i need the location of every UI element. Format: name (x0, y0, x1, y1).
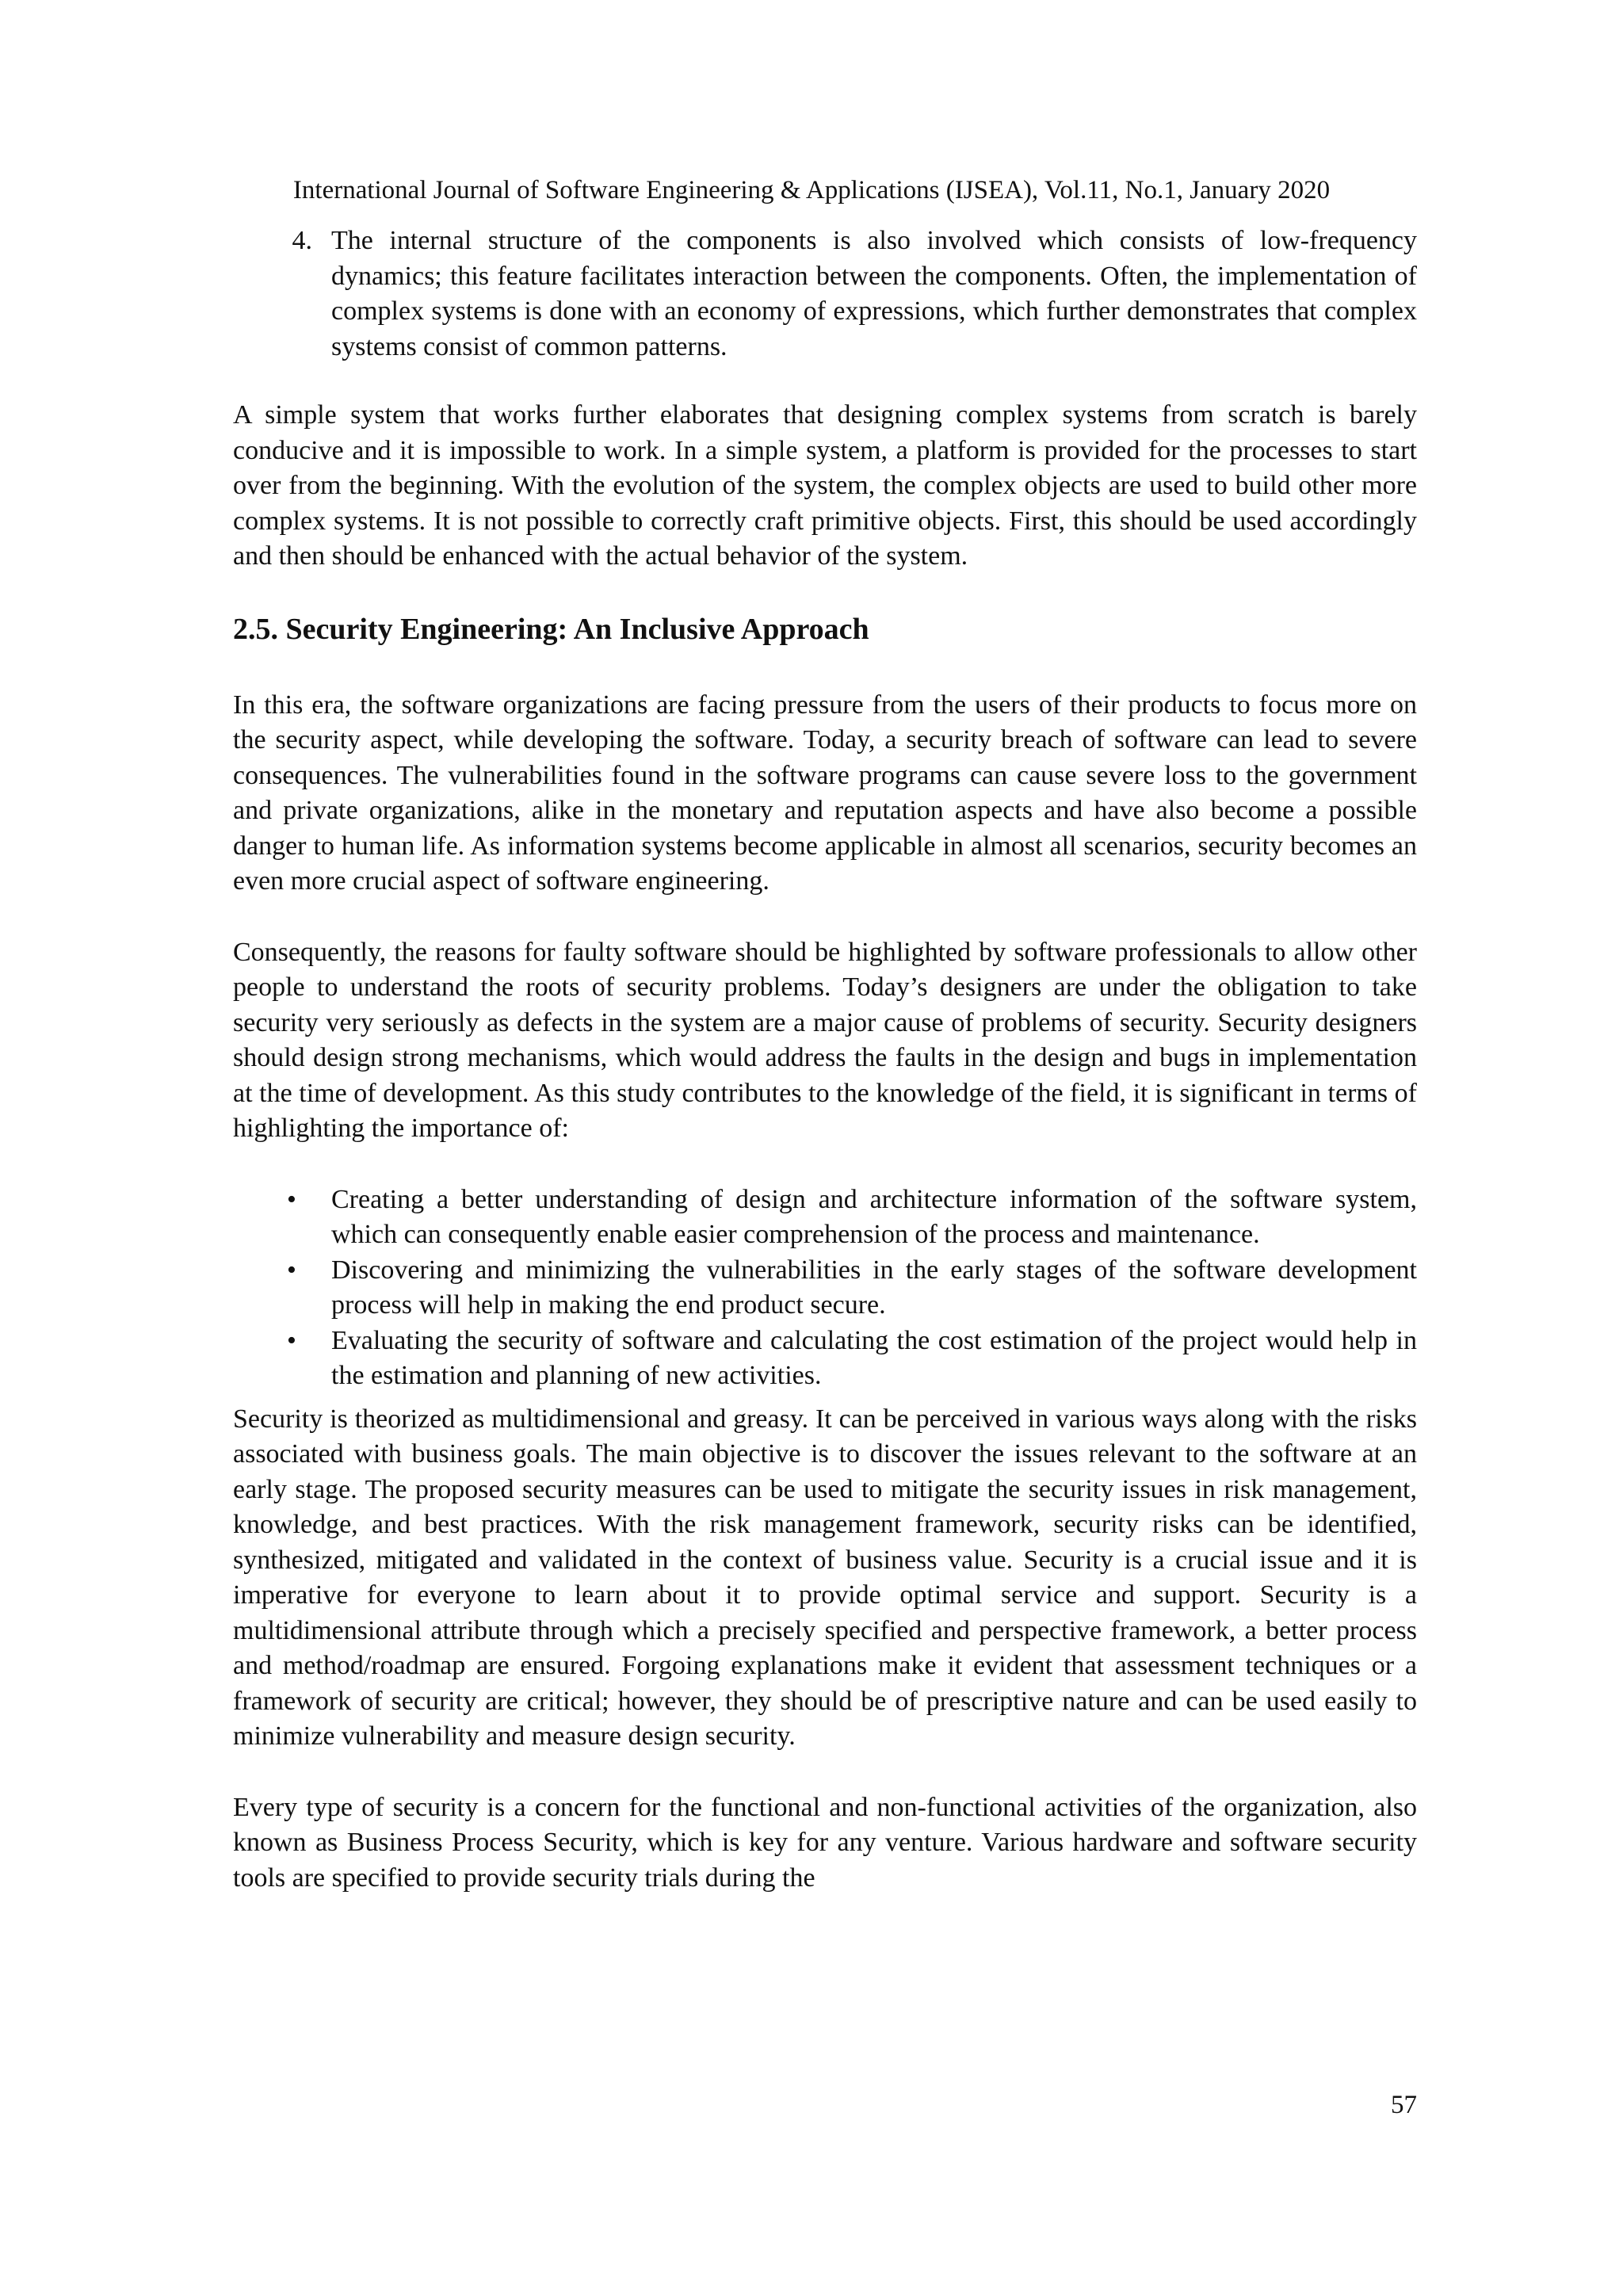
paragraph-every-type: Every type of security is a concern for the functional and non-functional activities of the organization, also known as Business Process Security, which is key for any venture. Various hardware and software security tools are specified to provide security trials during the (233, 1792, 1417, 1893)
bullet-marker: • (287, 1184, 296, 1214)
paragraph-this-era: In this era, the software organizations are facing pressure from the users of their products to focus more on the security aspect, while developing the software. Today, a security breach of software can lead to severe consequences. The vulnerabilities found in the software programs can cause severe loss to the government and private organizations, alike in the monetary and reputation aspects and have also become a possible danger to human life. As information systems become applicable in almost all scenarios, security becomes an even more crucial aspect of software engineering. (233, 690, 1417, 896)
paragraph-consequently: Consequently, the reasons for faulty software should be highlighted by software professionals to allow other people to understand the roots of security problems. Today’s designers are under the obligation to take security very seriously as defects in the system are a major cause of problems of security. Security designers should design strong mechanisms, which would address the faults in the design and bugs in implementation at the time of development. As this study contributes to the knowledge of the field, it is significant in terms of highlighting the importance of: (233, 937, 1417, 1143)
list-item-text: The internal structure of the components is also involved which consists of low-frequency dynamics; this feature facilitates interaction between the components. Often, the implementation of complex systems is done with an economy of expressions, which further demonstrates that complex systems consist of common patterns. (331, 226, 1417, 361)
bullet-item (233, 1253, 1417, 1324)
bullet-list (233, 1182, 1417, 1394)
bullet-text: Creating a better understanding of design and architecture information of the software system, which can consequently enable easier comprehension of the process and maintenance. (331, 1184, 1417, 1249)
page-body (233, 223, 1417, 1896)
list-item-number: 4. (292, 226, 312, 255)
paragraph-security-theorized: Security is theorized as multidimensional and greasy. It can be perceived in various ways along with the risks associated with business goals. The main objective is to discover the issues relevant to the software at an early stage. The proposed security measures can be used to mitigate the security issues in risk management, knowledge, and best practices. With the risk management framework, security risks can be identified, synthesized, mitigated and validated in the context of business value. Security is a crucial issue and it is imperative for everyone to learn about it to provide optimal service and support. Security is a multidimensional attribute through which a precisely specified and perspective framework, a better process and method/roadmap are ensured. Forgoing explanations make it evident that assessment techniques or a framework of security are critical; however, they should be of prescriptive nature and can be used easily to minimize vulnerability and measure design security. (233, 1404, 1417, 1751)
numbered-list-item (233, 223, 1417, 365)
bullet-text: Evaluating the security of software and calculating the cost estimation of the project would help in the estimation and planning of new activities. (331, 1325, 1417, 1390)
bullet-item (233, 1324, 1417, 1394)
bullet-marker: • (287, 1325, 296, 1355)
bullet-text: Discovering and minimizing the vulnerabilities in the early stages of the software development process will help in making the end product secure. (331, 1255, 1417, 1320)
paragraph-simple-system: A simple system that works further elaborates that designing complex systems from scratch is barely conducive and it is impossible to work. In a simple system, a platform is provided for the processes to start over from the beginning. With the evolution of the system, the complex objects are used to build other more complex systems. It is not possible to correctly craft primitive objects. First, this should be used accordingly and then should be enhanced with the actual behavior of the system. (233, 400, 1417, 571)
page-number: 57 (1391, 2091, 1417, 2119)
section-heading: 2.5. Security Engineering: An Inclusive Approach (233, 612, 869, 646)
bullet-marker: • (287, 1255, 296, 1285)
bullet-item (233, 1182, 1417, 1253)
running-head: International Journal of Software Engineering & Applications (IJSEA), Vol.11, No.1, January 2020 (292, 176, 1331, 204)
